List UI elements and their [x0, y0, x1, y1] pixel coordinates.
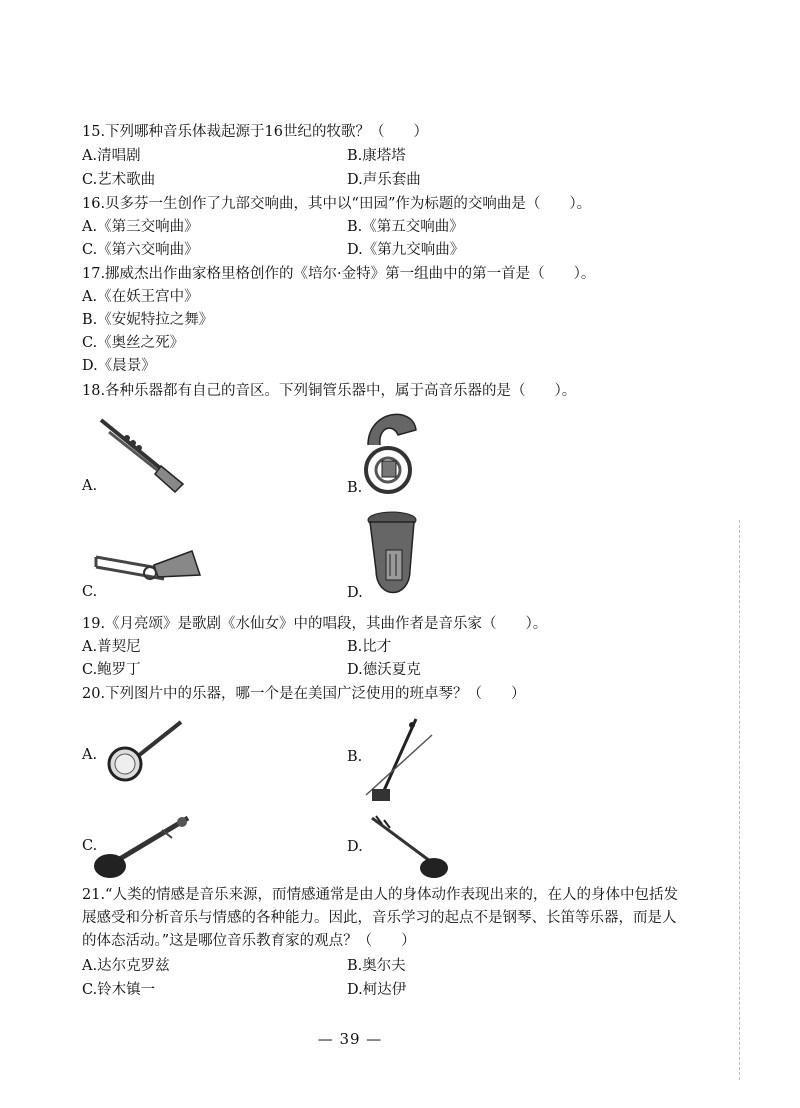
question-20-option-b: B.: [347, 749, 363, 765]
question-19-option-c: C.鲍罗丁: [82, 662, 141, 678]
question-15-option-c: C.艺术歌曲: [82, 172, 156, 188]
question-20-option-d: D.: [347, 839, 363, 855]
page-number: — 39 —: [317, 1030, 383, 1048]
question-20-stem: 20.下列图片中的乐器，哪一个是在美国广泛使用的班卓琴？（ ）: [82, 686, 526, 702]
tuba-icon: [362, 510, 424, 605]
question-17-option-d: D.《晨景》: [82, 358, 156, 374]
question-20-option-c: C.: [82, 838, 98, 854]
sitar-alt-icon: [368, 812, 450, 880]
french-horn-icon: [358, 405, 420, 500]
question-21-option-c: C.铃木镇一: [82, 982, 156, 998]
question-20-option-a: A.: [82, 747, 98, 763]
question-15-stem: 15.下列哪种音乐体裁起源于16世纪的牧歌？（ ）: [82, 124, 429, 140]
question-17-option-c: C.《奥丝之死》: [82, 335, 185, 351]
question-16-option-d: D.《第九交响曲》: [347, 242, 465, 258]
question-19-option-b: B.比才: [347, 639, 392, 655]
question-18-stem: 18.各种乐器都有自己的音区。下列铜管乐器中，属于高音乐器的是（ ）。: [82, 383, 577, 399]
question-17-option-b: B.《安妮特拉之舞》: [82, 312, 214, 328]
question-19-option-a: A.普契尼: [82, 639, 141, 655]
question-16-option-b: B.《第五交响曲》: [347, 219, 464, 235]
question-21-option-a: A.达尔克罗兹: [82, 958, 170, 974]
question-15-option-d: D.声乐套曲: [347, 172, 421, 188]
binding-margin-rule: [739, 520, 740, 1080]
question-21-stem: 21.“人类的情感是音乐来源，而情感通常是由人的身体动作表现出来的，在人的身体中包括发展感受和分析音乐与情感的各种能力。因此，音乐学习的起点不是钢琴、长笛等乐器，而是人的体态活动。”这是哪位音乐教育家的观点？（ ）: [82, 887, 678, 949]
question-19-stem: 19.《月亮颂》是歌剧《水仙女》中的唱段，其曲作者是音乐家（ ）。: [82, 616, 548, 632]
question-16-option-a: A.《第三交响曲》: [82, 219, 199, 235]
question-21-option-d: D.柯达伊: [347, 982, 407, 998]
question-16-stem: 16.贝多芬一生创作了九部交响曲，其中以“田园”作为标题的交响曲是（ ）。: [82, 196, 592, 212]
question-19-option-d: D.德沃夏克: [347, 662, 421, 678]
question-18-option-d: D.: [347, 585, 363, 601]
question-21-option-b: B.奥尔夫: [347, 958, 406, 974]
question-17-stem: 17.挪威杰出作曲家格里格创作的《培尔·金特》第一组曲中的第一首是（ ）。: [82, 266, 596, 282]
banjo-icon: [105, 718, 185, 783]
sitar-icon: [92, 808, 197, 880]
question-18-option-c: C.: [82, 584, 98, 600]
question-15-option-b: B.康塔塔: [347, 148, 406, 164]
question-15-option-a: A.清唱剧: [82, 148, 141, 164]
question-17-option-a: A.《在妖王宫中》: [82, 289, 199, 305]
question-16-option-c: C.《第六交响曲》: [82, 242, 199, 258]
trombone-icon: [92, 545, 202, 595]
question-18-option-a: A.: [82, 478, 98, 494]
erhu-icon: [360, 715, 435, 805]
trumpet-icon: [95, 410, 195, 500]
question-18-option-b: B.: [347, 480, 363, 496]
